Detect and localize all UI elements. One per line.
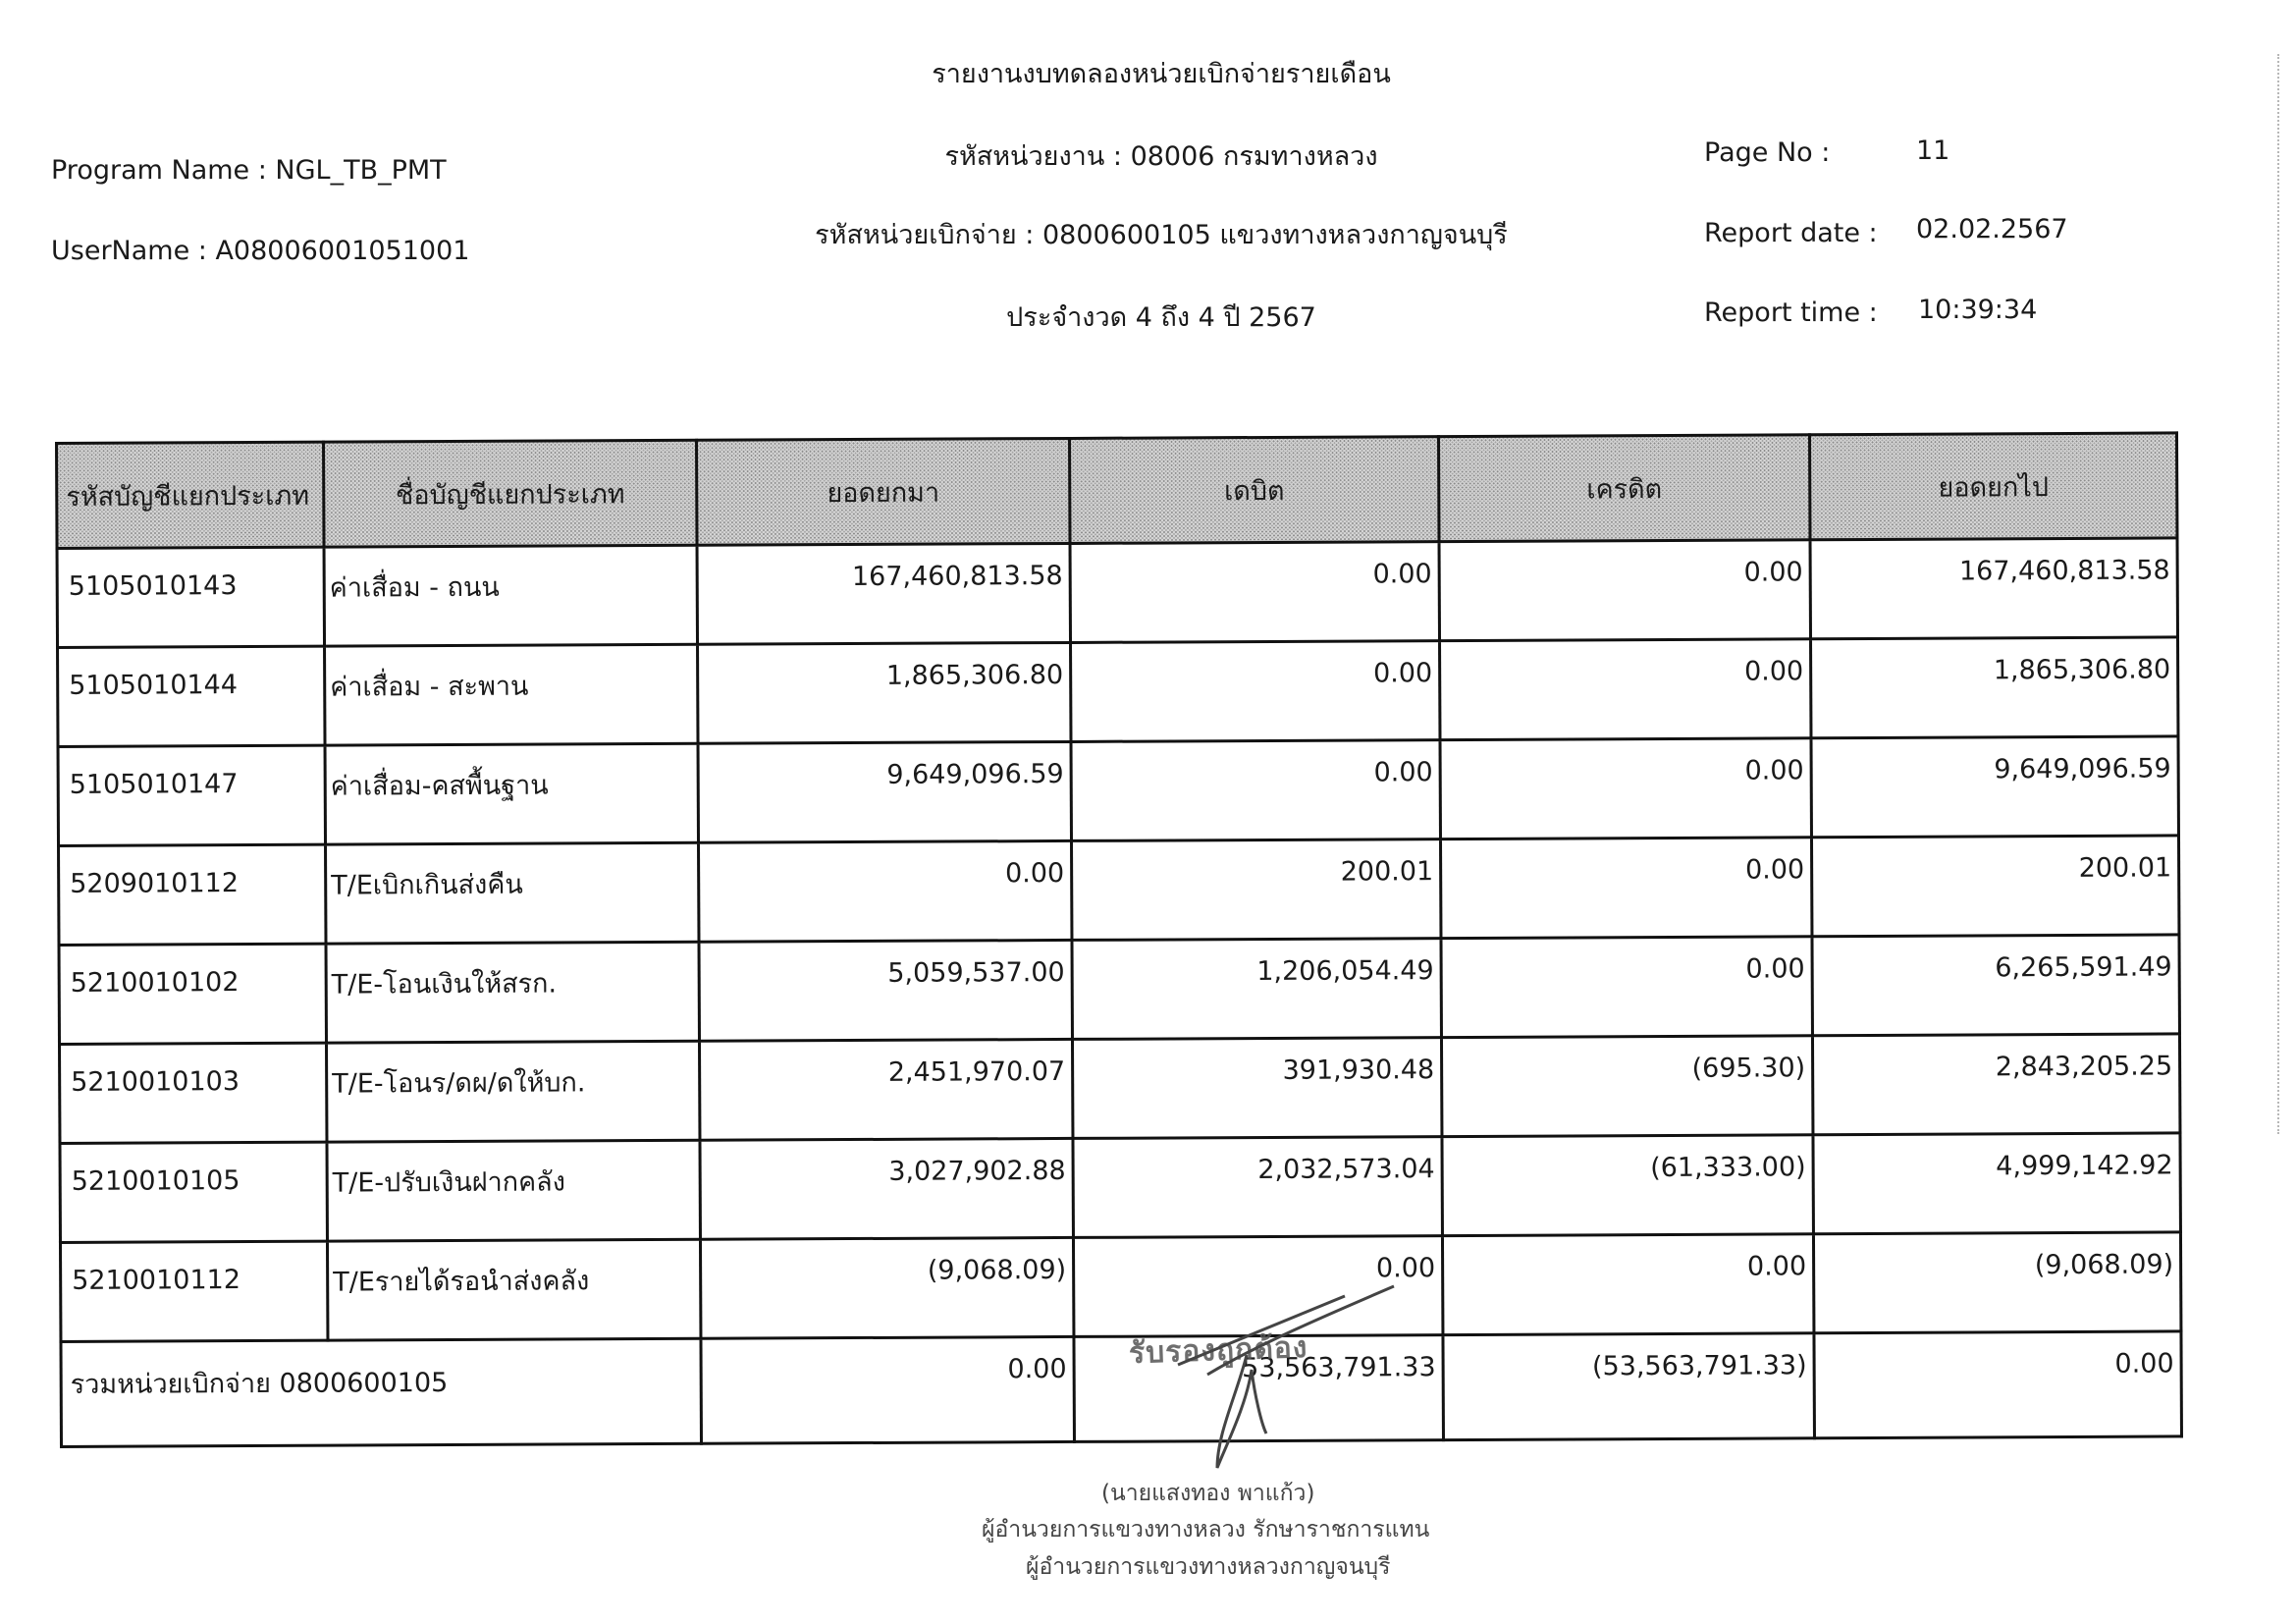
handwritten-signature xyxy=(1099,1276,1512,1473)
report-time-label: Report time : xyxy=(1704,298,1878,328)
debit-amount: 391,930.48 xyxy=(1072,1038,1441,1139)
col-header-account-code: รหัสบัญชีแยกประเภท xyxy=(57,442,325,548)
account-code: 5210010105 xyxy=(60,1142,327,1242)
report-time-value: 10:39:34 xyxy=(1918,295,2038,325)
username: UserName : A08006001051001 xyxy=(51,236,470,266)
account-code: 5105010143 xyxy=(57,547,324,647)
signature-loop xyxy=(1217,1355,1266,1468)
table-row xyxy=(60,1133,2180,1243)
table-row xyxy=(59,836,2179,946)
credit-amount: 0.00 xyxy=(1439,540,1810,641)
report-title: รายงานงบทดลองหน่วยเบิกจ่ายรายเดือน xyxy=(932,59,1391,89)
credit-amount: 0.00 xyxy=(1440,639,1811,740)
report-date-value: 02.02.2567 xyxy=(1916,214,2068,244)
closing-balance: 2,843,205.25 xyxy=(1812,1034,2179,1135)
account-name: T/Eเบิกเกินส่งคืน xyxy=(326,842,699,944)
account-code: 5209010112 xyxy=(59,844,326,945)
debit-amount: 0.00 xyxy=(1071,740,1440,841)
account-name: ค่าเสื่อม - ถนน xyxy=(324,545,697,646)
total-credit: (53,563,791.33) xyxy=(1443,1333,1815,1440)
account-code: 5210010102 xyxy=(59,944,326,1044)
credit-amount: 0.00 xyxy=(1442,1234,1813,1335)
account-name: T/E-ปรับเงินฝากคลัง xyxy=(327,1140,700,1241)
account-name: T/Eรายได้รอนำส่งคลัง xyxy=(327,1239,700,1340)
disbursing-unit-line: รหัสหน่วยเบิกจ่าย : 0800600105 แขวงทางหลวงกาญจนบุรี xyxy=(815,220,1508,250)
account-name: T/E-โอนเงินให้สรก. xyxy=(326,942,699,1043)
total-opening-balance: 0.00 xyxy=(701,1336,1075,1443)
credit-amount: (695.30) xyxy=(1441,1036,1812,1137)
period-line: ประจำงวด 4 ถึง 4 ปี 2567 xyxy=(1006,302,1316,333)
debit-amount: 0.00 xyxy=(1073,1236,1442,1337)
closing-balance: 6,265,591.49 xyxy=(1812,935,2179,1036)
table-row xyxy=(58,637,2178,747)
debit-amount: 0.00 xyxy=(1071,641,1440,742)
credit-amount: 0.00 xyxy=(1440,838,1811,939)
account-name: ค่าเสื่อม - สะพาน xyxy=(325,644,698,745)
signature-stroke-2 xyxy=(1207,1286,1394,1375)
col-header-closing-balance: ยอดยกไป xyxy=(1809,433,2177,540)
credit-amount: (61,333.00) xyxy=(1442,1135,1813,1236)
closing-balance: 9,649,096.59 xyxy=(1811,736,2178,838)
col-header-account-name: ชื่อบัญชีแยกประเภท xyxy=(324,440,698,547)
col-header-debit: เดบิต xyxy=(1069,437,1439,544)
page-no-value: 11 xyxy=(1916,135,1950,166)
account-code: 5105010147 xyxy=(58,745,325,845)
total-debit: 53,563,791.33 xyxy=(1074,1335,1444,1442)
opening-balance: 2,451,970.07 xyxy=(699,1039,1072,1140)
debit-amount: 0.00 xyxy=(1070,542,1439,643)
total-closing-balance: 0.00 xyxy=(1814,1331,2182,1438)
page-no-label: Page No : xyxy=(1704,137,1831,168)
opening-balance: 5,059,537.00 xyxy=(699,940,1072,1041)
closing-balance: 200.01 xyxy=(1811,836,2178,937)
col-header-opening-balance: ยอดยกมา xyxy=(696,438,1070,545)
report-date-label: Report date : xyxy=(1704,218,1878,248)
table-row xyxy=(59,1034,2179,1144)
opening-balance: 1,865,306.80 xyxy=(698,642,1071,743)
opening-balance: 0.00 xyxy=(699,840,1072,942)
table-row xyxy=(57,538,2177,648)
debit-amount: 200.01 xyxy=(1071,839,1440,941)
agency-line: รหัสหน่วยงาน : 08006 กรมทางหลวง xyxy=(944,141,1378,172)
account-code: 5105010144 xyxy=(58,646,325,746)
account-code: 5210010103 xyxy=(59,1043,326,1143)
debit-amount: 2,032,573.04 xyxy=(1073,1137,1442,1238)
opening-balance: 167,460,813.58 xyxy=(697,543,1070,644)
certified-stamp: รับรองถูกต้อง xyxy=(1128,1329,1308,1372)
credit-amount: 0.00 xyxy=(1440,738,1811,839)
debit-amount: 1,206,054.49 xyxy=(1072,939,1441,1040)
signer-name: (นายแสงทอง พาแก้ว) xyxy=(1101,1481,1315,1506)
table-header-row xyxy=(57,433,2177,549)
signer-position-line1: ผู้อำนวยการแขวงทางหลวง รักษาราชการแทน xyxy=(982,1517,1430,1543)
program-name: Program Name : NGL_TB_PMT xyxy=(51,155,447,186)
closing-balance: (9,068.09) xyxy=(1813,1232,2180,1333)
account-name: T/E-โอนร/ดผ/ดให้บก. xyxy=(326,1041,699,1142)
closing-balance: 167,460,813.58 xyxy=(1810,538,2177,639)
col-header-credit: เครดิต xyxy=(1438,435,1810,542)
scan-edge-artifact xyxy=(2277,54,2279,1134)
account-code: 5210010112 xyxy=(60,1241,327,1341)
opening-balance: 3,027,902.88 xyxy=(700,1138,1073,1239)
closing-balance: 1,865,306.80 xyxy=(1811,637,2178,738)
table-row xyxy=(58,736,2178,846)
opening-balance: (9,068.09) xyxy=(700,1237,1073,1338)
credit-amount: 0.00 xyxy=(1441,937,1812,1038)
opening-balance: 9,649,096.59 xyxy=(698,741,1071,842)
closing-balance: 4,999,142.92 xyxy=(1813,1133,2180,1234)
table-row xyxy=(59,935,2179,1045)
account-name: ค่าเสื่อม-คสพื้นฐาน xyxy=(325,743,698,844)
signature-stroke-1 xyxy=(1178,1296,1345,1365)
signer-position-line2: ผู้อำนวยการแขวงทางหลวงกาญจนบุรี xyxy=(1026,1554,1391,1580)
total-label: รวมหน่วยเบิกจ่าย 0800600105 xyxy=(61,1338,702,1446)
